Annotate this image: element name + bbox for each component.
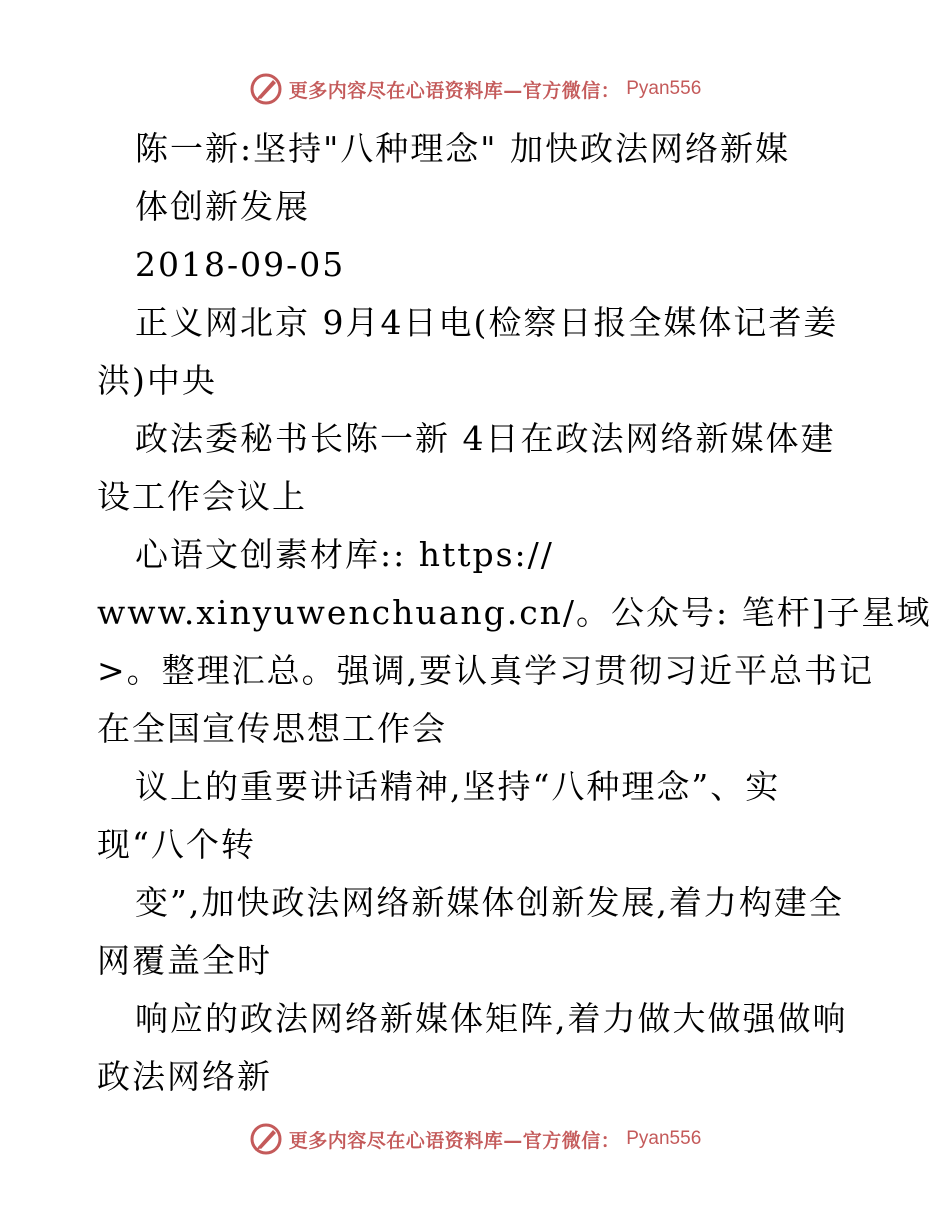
doc-line: 洪)中央: [97, 361, 217, 400]
doc-line: www.xinyuwenchuang.cn/。公众号: 笔杆]子星域: [97, 593, 932, 632]
doc-line: 设工作会议上: [97, 477, 307, 516]
doc-line: 政法委秘书长陈一新 4日在政法网络新媒体建: [135, 419, 836, 458]
doc-line: 在全国宣传思想工作会: [97, 709, 447, 748]
doc-line: 2018-09-05: [135, 245, 346, 284]
doc-line: 正义网北京 9月4日电(检察日报全媒体记者姜: [135, 303, 839, 342]
doc-line: >。整理汇总。强调,要认真学习贯彻习近平总书记: [97, 651, 875, 690]
doc-line: 响应的政法网络新媒体矩阵,着力做大做强做响: [135, 999, 848, 1038]
doc-line: 议上的重要讲话精神,坚持“八种理念”、实: [135, 767, 781, 806]
header-banner-text: 更多内容尽在心语资料库—官方微信：: [288, 79, 621, 102]
footer-banner-text: 更多内容尽在心语资料库—官方微信：: [288, 1129, 621, 1152]
doc-line: 变”,加快政法网络新媒体创新发展,着力构建全: [135, 883, 844, 922]
doc-line: 陈一新:坚持"八种理念" 加快政法网络新媒: [135, 129, 790, 168]
doc-line: 网覆盖全时: [97, 941, 272, 980]
doc-line: 心语文创素材库:: https://: [135, 535, 554, 574]
footer-banner: [0, 1122, 950, 1156]
doc-line: 现“八个转: [97, 825, 256, 864]
doc-line: 政法网络新: [97, 1057, 272, 1096]
footer-banner-wechat: Pyan556: [626, 1128, 702, 1149]
header-banner-wechat: Pyan556: [626, 78, 702, 99]
quill-circle-icon: [249, 1122, 283, 1156]
doc-line: 体创新发展: [135, 187, 310, 226]
